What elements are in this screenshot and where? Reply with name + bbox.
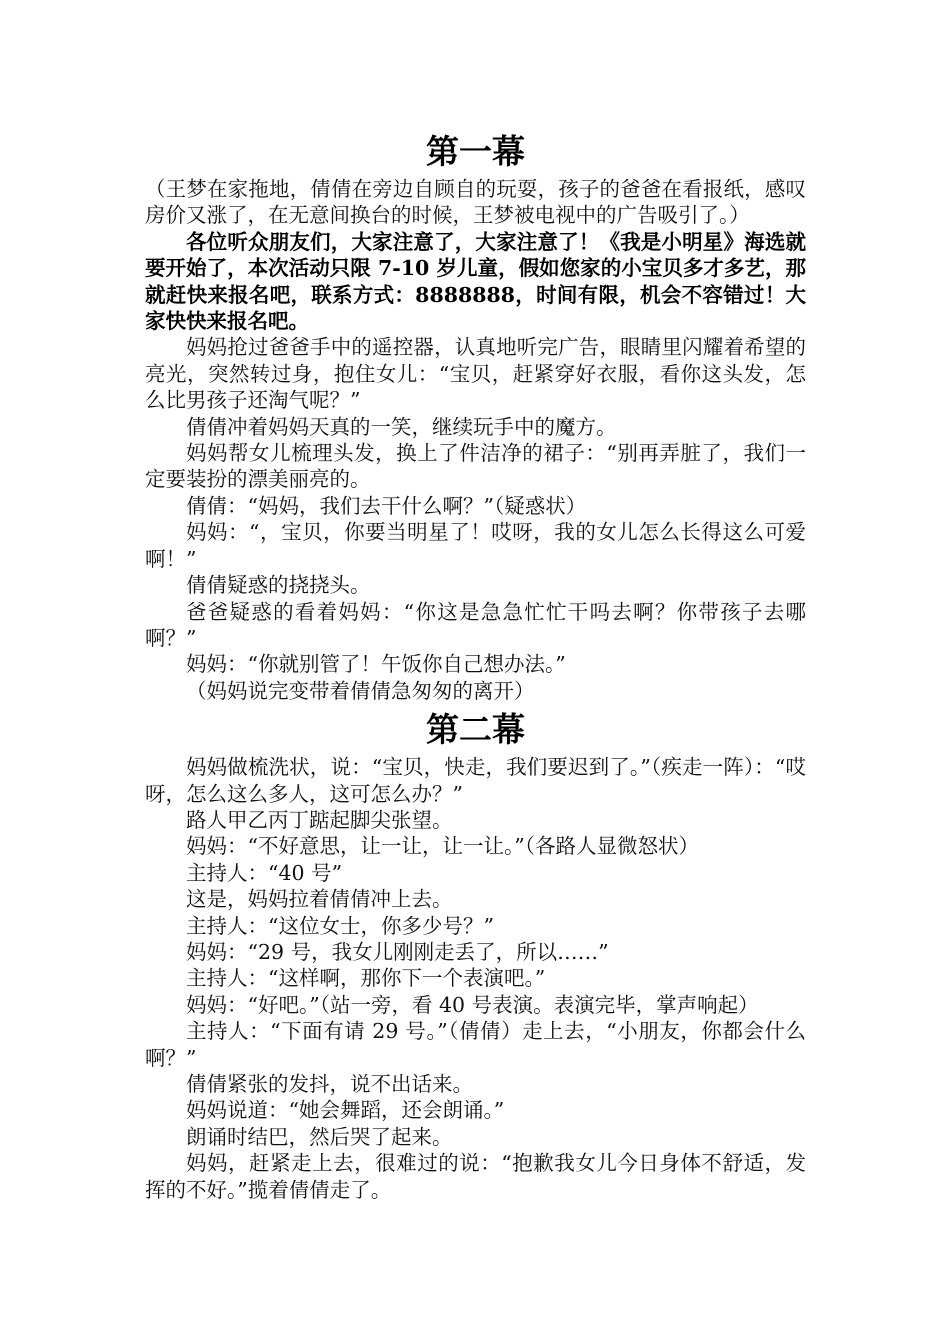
script-line: 主持人：“40 号” [186, 860, 343, 885]
act2-title: 第二幕 [426, 710, 525, 750]
script-line: 妈妈：“你就别管了！午饭你自己想办法。” [186, 652, 566, 677]
document-page [145, 128, 806, 1203]
script-line: 妈妈：“，宝贝，你要当明星了！哎呀，我的女儿怎么长得这么可爱啊！” [145, 520, 806, 571]
script-line: 妈妈：“29 号，我女儿刚刚走丢了，所以……” [186, 939, 609, 964]
script-line: 朗诵时结巴，然后哭了起来。 [186, 1124, 453, 1149]
script-line: 倩倩：“妈妈，我们去干什么啊？”（疑惑状） [186, 493, 587, 518]
script-line: 妈妈说道：“她会舞蹈，还会朗诵。” [186, 1098, 505, 1123]
script-line: 妈妈抢过爸爸手中的遥控器，认真地听完广告，眼睛里闪耀着希望的亮光，突然转过身，抱住女儿：“宝贝，赶紧穿好衣服，看你这头发，怎么比男孩子还淘气呢？” [145, 335, 806, 413]
tv-announcement: 各位听众朋友们，大家注意了，大家注意了！《我是小明星》海选就要开始了，本次活动只限 7-10 岁儿童，假如您家的小宝贝多才多艺，那就赶快来报名吧，联系方式：8888888，时间有限，机会不容错过！大家快快来报名吧。 [145, 229, 806, 334]
script-line: 这是，妈妈拉着倩倩冲上去。 [186, 887, 453, 912]
script-line: 倩倩疑惑的挠挠头。 [186, 573, 371, 598]
script-line: 爸爸疑惑的看着妈妈：“你这是急急忙忙干吗去啊？你带孩子去哪啊？” [145, 599, 806, 650]
script-line: 路人甲乙丙丁踮起脚尖张望。 [186, 807, 453, 832]
script-line: 妈妈：“不好意思，让一让，让一让。”（各路人显微怒状） [186, 834, 699, 859]
act1-title: 第一幕 [426, 132, 525, 171]
stage-direction: （王梦在家拖地，倩倩在旁边自顾自的玩耍，孩子的爸爸在看报纸，感叹房价又涨了，在无意间换台的时候，王梦被电视中的广告吸引了。） [145, 177, 806, 228]
script-line: 主持人：“这样啊，那你下一个表演吧。” [186, 966, 546, 991]
script-line: 倩倩紧张的发抖，说不出话来。 [186, 1072, 473, 1096]
script-line: 妈妈，赶紧走上去，很难过的说：“抱歉我女儿今日身体不舒适，发挥的不好。”揽着倩倩走了。 [145, 1151, 806, 1202]
script-line: 妈妈：“好吧。”（站一旁，看 40 号表演。表演完毕，掌声响起） [186, 992, 759, 1017]
script-line: 主持人：“下面有请 29 号。”（倩倩）走上去，“小朋友，你都会什么啊？” [145, 1019, 806, 1070]
script-line: 妈妈帮女儿梳理头发，换上了件洁净的裙子：“别再弄脏了，我们一定要装扮的漂美丽亮的。 [145, 441, 806, 492]
stage-direction: （妈妈说完变带着倩倩急匆匆的离开） [186, 678, 535, 703]
script-line: 倩倩冲着妈妈天真的一笑，继续玩手中的魔方。 [186, 414, 617, 439]
script-line: 妈妈做梳洗状，说：“宝贝，快走，我们要迟到了。”（疾走一阵）：“哎呀，怎么这么多人，这可怎么办？” [145, 755, 806, 806]
script-line: 主持人：“这位女士，你多少号？” [186, 913, 494, 938]
